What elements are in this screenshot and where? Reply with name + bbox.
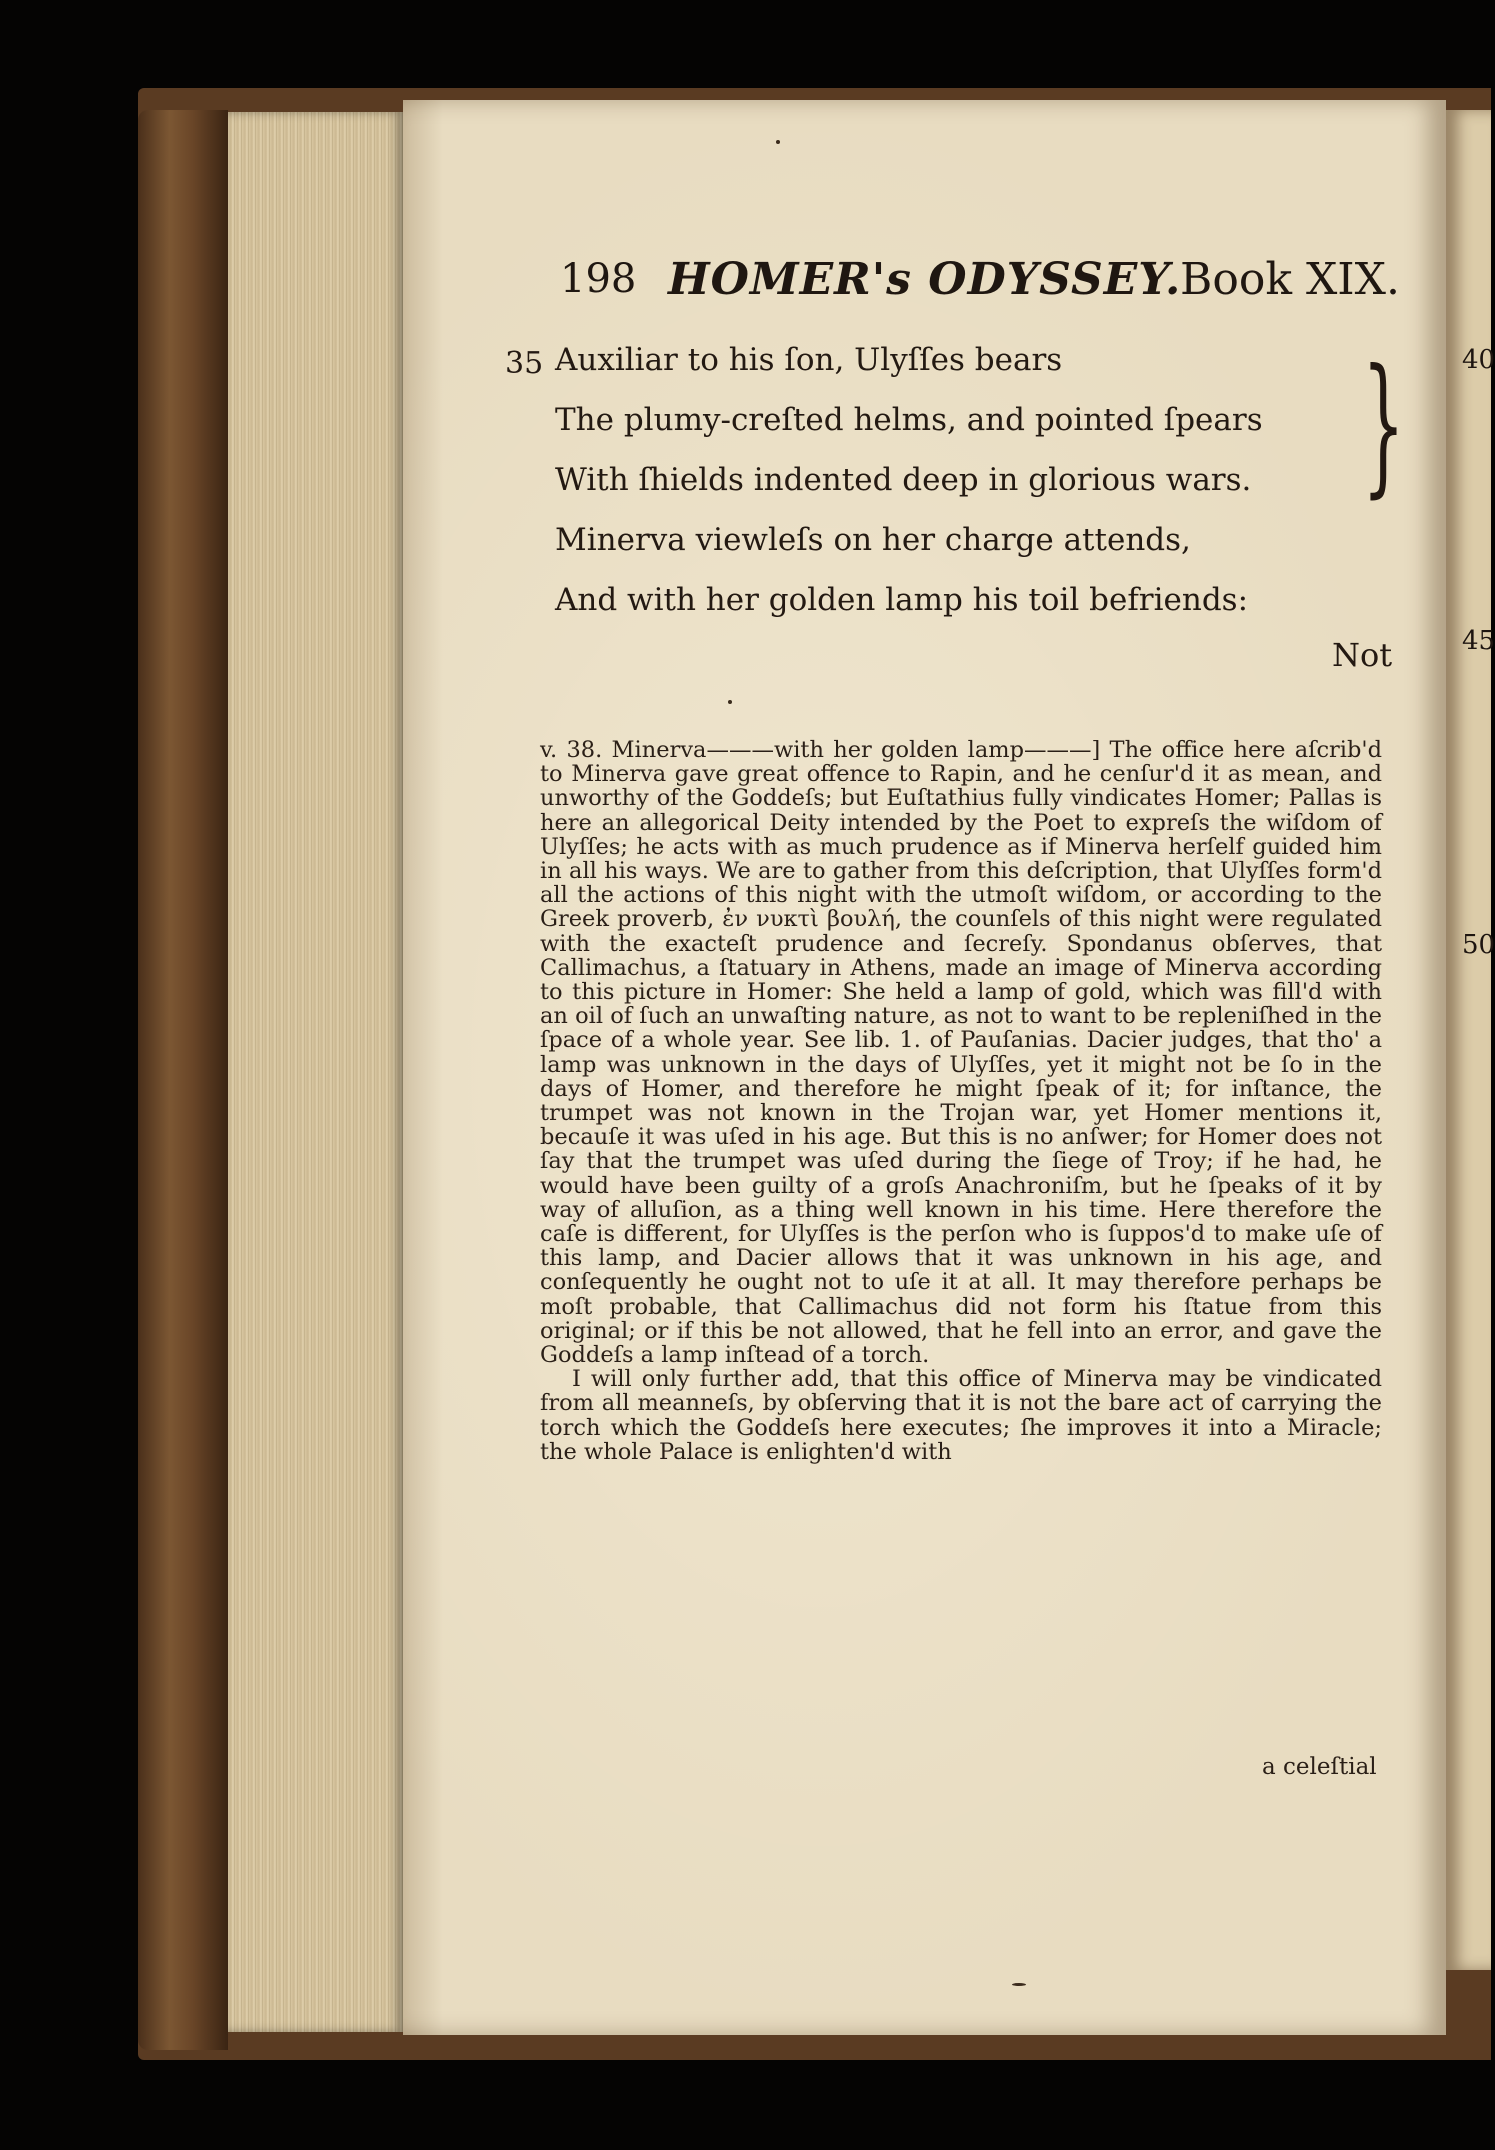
running-title: HOMER's ODYSSEY.	[668, 254, 1182, 305]
verse-line: With ſhields indented deep in glorious wars.	[555, 462, 1252, 498]
ink-speck	[776, 140, 780, 144]
verse-line: Minerva viewleſs on her charge attends,	[555, 522, 1191, 558]
verse-line-number: 35	[505, 346, 544, 381]
facing-line-number: 45	[1462, 626, 1495, 656]
facing-page-edge	[1446, 110, 1491, 1970]
verse-line: And with her golden lamp his toil befriends:	[555, 582, 1249, 618]
commentary-note	[540, 738, 1382, 1464]
verse-line: Auxiliar to his ſon, Ulyſſes bears	[555, 342, 1063, 378]
running-header	[560, 248, 1400, 318]
note-catchword: a celeſtial	[1262, 1754, 1377, 1780]
book-number: Book XIX.	[1180, 254, 1400, 305]
triplet-brace: }	[1362, 338, 1405, 512]
facing-line-number: 50	[1462, 930, 1495, 960]
page-number: 198	[560, 256, 637, 302]
book-spine	[138, 110, 228, 2050]
verse-catchword: Not	[1332, 636, 1393, 674]
page-edges	[228, 112, 403, 2032]
ink-speck	[728, 700, 732, 704]
verse-line: The plumy-creſted helms, and pointed ſpears	[555, 402, 1263, 438]
note-paragraph: I will only further add, that this office of Minerva may be vindicated from all meanneſs, by obſerving that it is not the bare act of carrying the torch which the Goddeſs here executes; ſhe improves it into a Miracle; the whole Palace is enlighten'd with	[540, 1366, 1382, 1465]
facing-line-number: 40	[1462, 345, 1495, 375]
note-paragraph: v. 38. Minerva———with her golden lamp———] The office here aſcrib'd to Minerva gave great offence to Rapin, and he cenſur'd it as mean, and unworthy of the Goddeſs; but Euſtathius fully vindicates Homer; Pallas is here an allegorical Deity intended by the Poet to expreſs the wiſdom of Ulyſſes; he acts with as much prudence as if Minerva herſelf guided him in all his ways. We are to gather from this deſcription, that Ulyſſes form'd all the actions of this night with the utmoſt wiſdom, or according to the Greek proverb, ἐν νυκτὶ βουλή, the counſels of this night were regulated with the exacteſt prudence and ſecreſy. Spondanus obſerves, that Callimachus, a ſtatuary in Athens, made an image of Minerva according to this picture in Homer: She held a lamp of gold, which was fill'd with an oil of ſuch an unwaſting nature, as not to want to be repleniſhed in the ſpace of a whole year. See lib. 1. of Pauſanias. Dacier judges, that tho' a lamp was unknown in the days of Ulyſſes, yet it might not be ſo in the days of Homer, and therefore he might ſpeak of it; for inſtance, the trumpet was not known in the Trojan war, yet Homer mentions it, becauſe it was uſed in his age. But this is no anſwer; for Homer does not ſay that the trumpet was uſed during the ſiege of Troy; if he had, he would have been guilty of a groſs Anachroniſm, but he ſpeaks of it by way of alluſion, as a thing well known in his time. Here therefore the caſe is different, for Ulyſſes is the perſon who is ſuppos'd to make uſe of this lamp, and Dacier allows that it was unknown in his age, and conſequently he ought not to uſe it at all. It may therefore perhaps be moſt probable, that Callimachus did not form his ſtatue from this original; or if this be not allowed, that he fell into an error, and gave the Goddeſs a lamp inſtead of a torch.	[540, 737, 1382, 1369]
ink-speck	[1012, 1983, 1026, 1986]
